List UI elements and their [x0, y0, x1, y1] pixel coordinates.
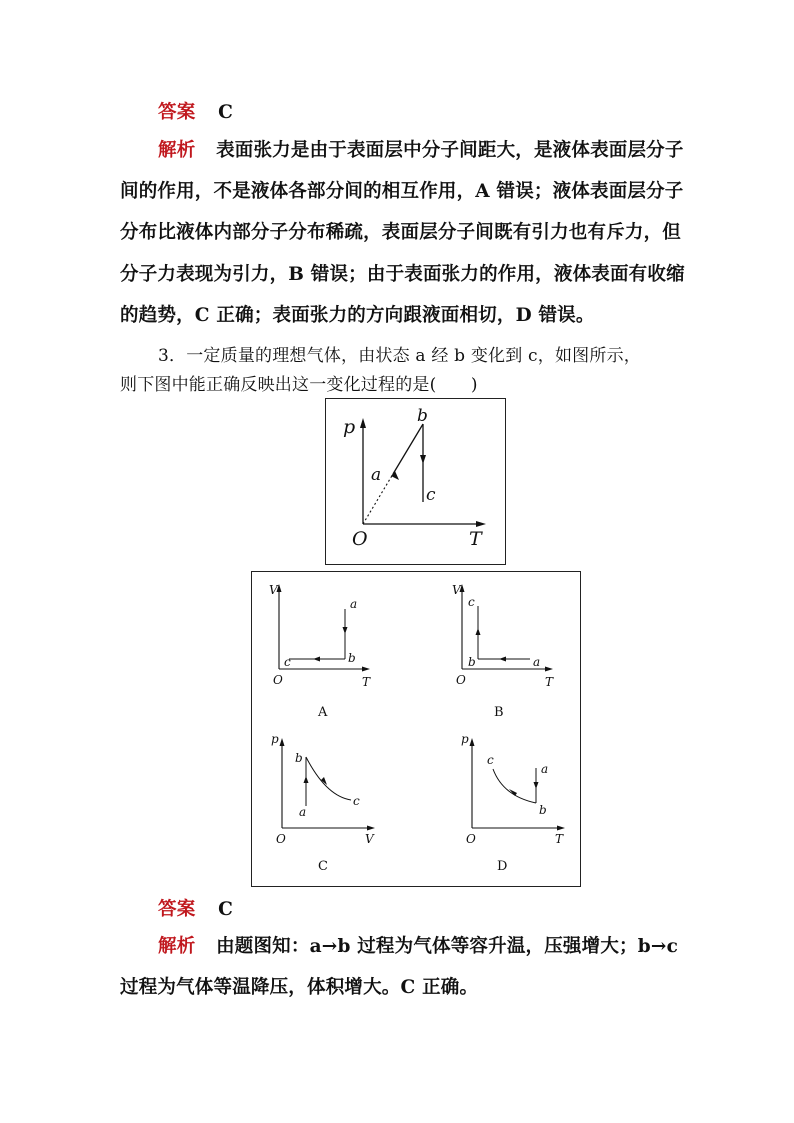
option-a-point-a: a [350, 597, 358, 611]
option-d-point-b: b [539, 803, 547, 817]
option-a-origin: O [273, 673, 283, 687]
answer-label: 答案 [158, 899, 196, 920]
explanation-line-4: 分子力表现为引力，B 错误；由于表面张力的作用，液体表面有收缩 [120, 264, 685, 285]
option-d-y-axis: p [461, 732, 469, 746]
main-pt-figure [325, 398, 506, 565]
explanation-label: 解析 [158, 936, 196, 957]
question-text: 一定质量的理想气体，由状态 a 经 b 变化到 c，如图所示， [186, 346, 641, 366]
option-d-x-axis: T [555, 832, 564, 846]
y-axis-label: p [343, 416, 356, 438]
option-d-point-a: a [541, 762, 549, 776]
option-c-origin: O [276, 832, 286, 846]
answer-value: C [218, 899, 233, 920]
option-b-origin: O [456, 673, 466, 687]
option-d-point-c: c [487, 753, 494, 767]
option-c-point-a: a [299, 805, 307, 819]
option-b-x-axis: T [545, 675, 554, 689]
explanation2-line-2: 过程为气体等温降压，体积增大。C 正确。 [120, 977, 479, 998]
explanation-text: 表面张力是由于表面层中分子间距大，是液体表面层分子 [216, 140, 684, 161]
answer-line-2 [158, 895, 233, 921]
option-c-point-c: c [353, 794, 360, 808]
question-number: 3． [158, 346, 187, 366]
explanation2-line-1 [158, 932, 678, 958]
option-b-point-c: c [468, 595, 475, 609]
explanation-label: 解析 [158, 140, 196, 161]
question-3-line-2: 则下图中能正确反映出这一变化过程的是( ) [120, 375, 478, 395]
option-a-point-c: c [284, 655, 291, 669]
answer-value: C [218, 102, 233, 123]
explanation-text: 由题图知：a→b 过程为气体等容升温，压强增大；b→c [216, 936, 679, 957]
option-c-x-axis: V [365, 832, 374, 846]
explanation-line-1 [158, 136, 684, 162]
option-b-caption: B [494, 705, 504, 720]
option-c-y-axis: p [271, 732, 279, 746]
option-a-point-b: b [348, 651, 356, 665]
option-d-origin: O [466, 832, 476, 846]
answer-line-1 [158, 98, 233, 124]
option-c-caption: C [318, 859, 328, 874]
option-b-y-axis: V [452, 583, 461, 597]
question-3-line-1 [158, 341, 641, 366]
point-b-label: b [417, 406, 428, 426]
point-c-label: c [426, 485, 436, 505]
option-b-point-a: a [533, 655, 541, 669]
x-axis-label: T [469, 528, 482, 550]
options-figure [251, 571, 581, 887]
explanation-line-2: 间的作用，不是液体各部分间的相互作用，A 错误；液体表面层分子 [120, 181, 684, 202]
option-a-caption: A [318, 705, 328, 720]
origin-label: O [352, 528, 368, 550]
option-d-caption: D [497, 859, 508, 874]
option-c-point-b: b [295, 751, 303, 765]
option-a-y-axis: V [269, 583, 278, 597]
option-b-point-b: b [468, 655, 476, 669]
option-a-x-axis: T [362, 675, 371, 689]
explanation-line-5: 的趋势，C 正确；表面张力的方向跟液面相切，D 错误。 [120, 305, 595, 326]
answer-label: 答案 [158, 102, 196, 123]
point-a-label: a [371, 465, 382, 485]
explanation-line-3: 分布比液体内部分子分布稀疏，表面层分子间既有引力也有斥力，但 [120, 222, 682, 243]
